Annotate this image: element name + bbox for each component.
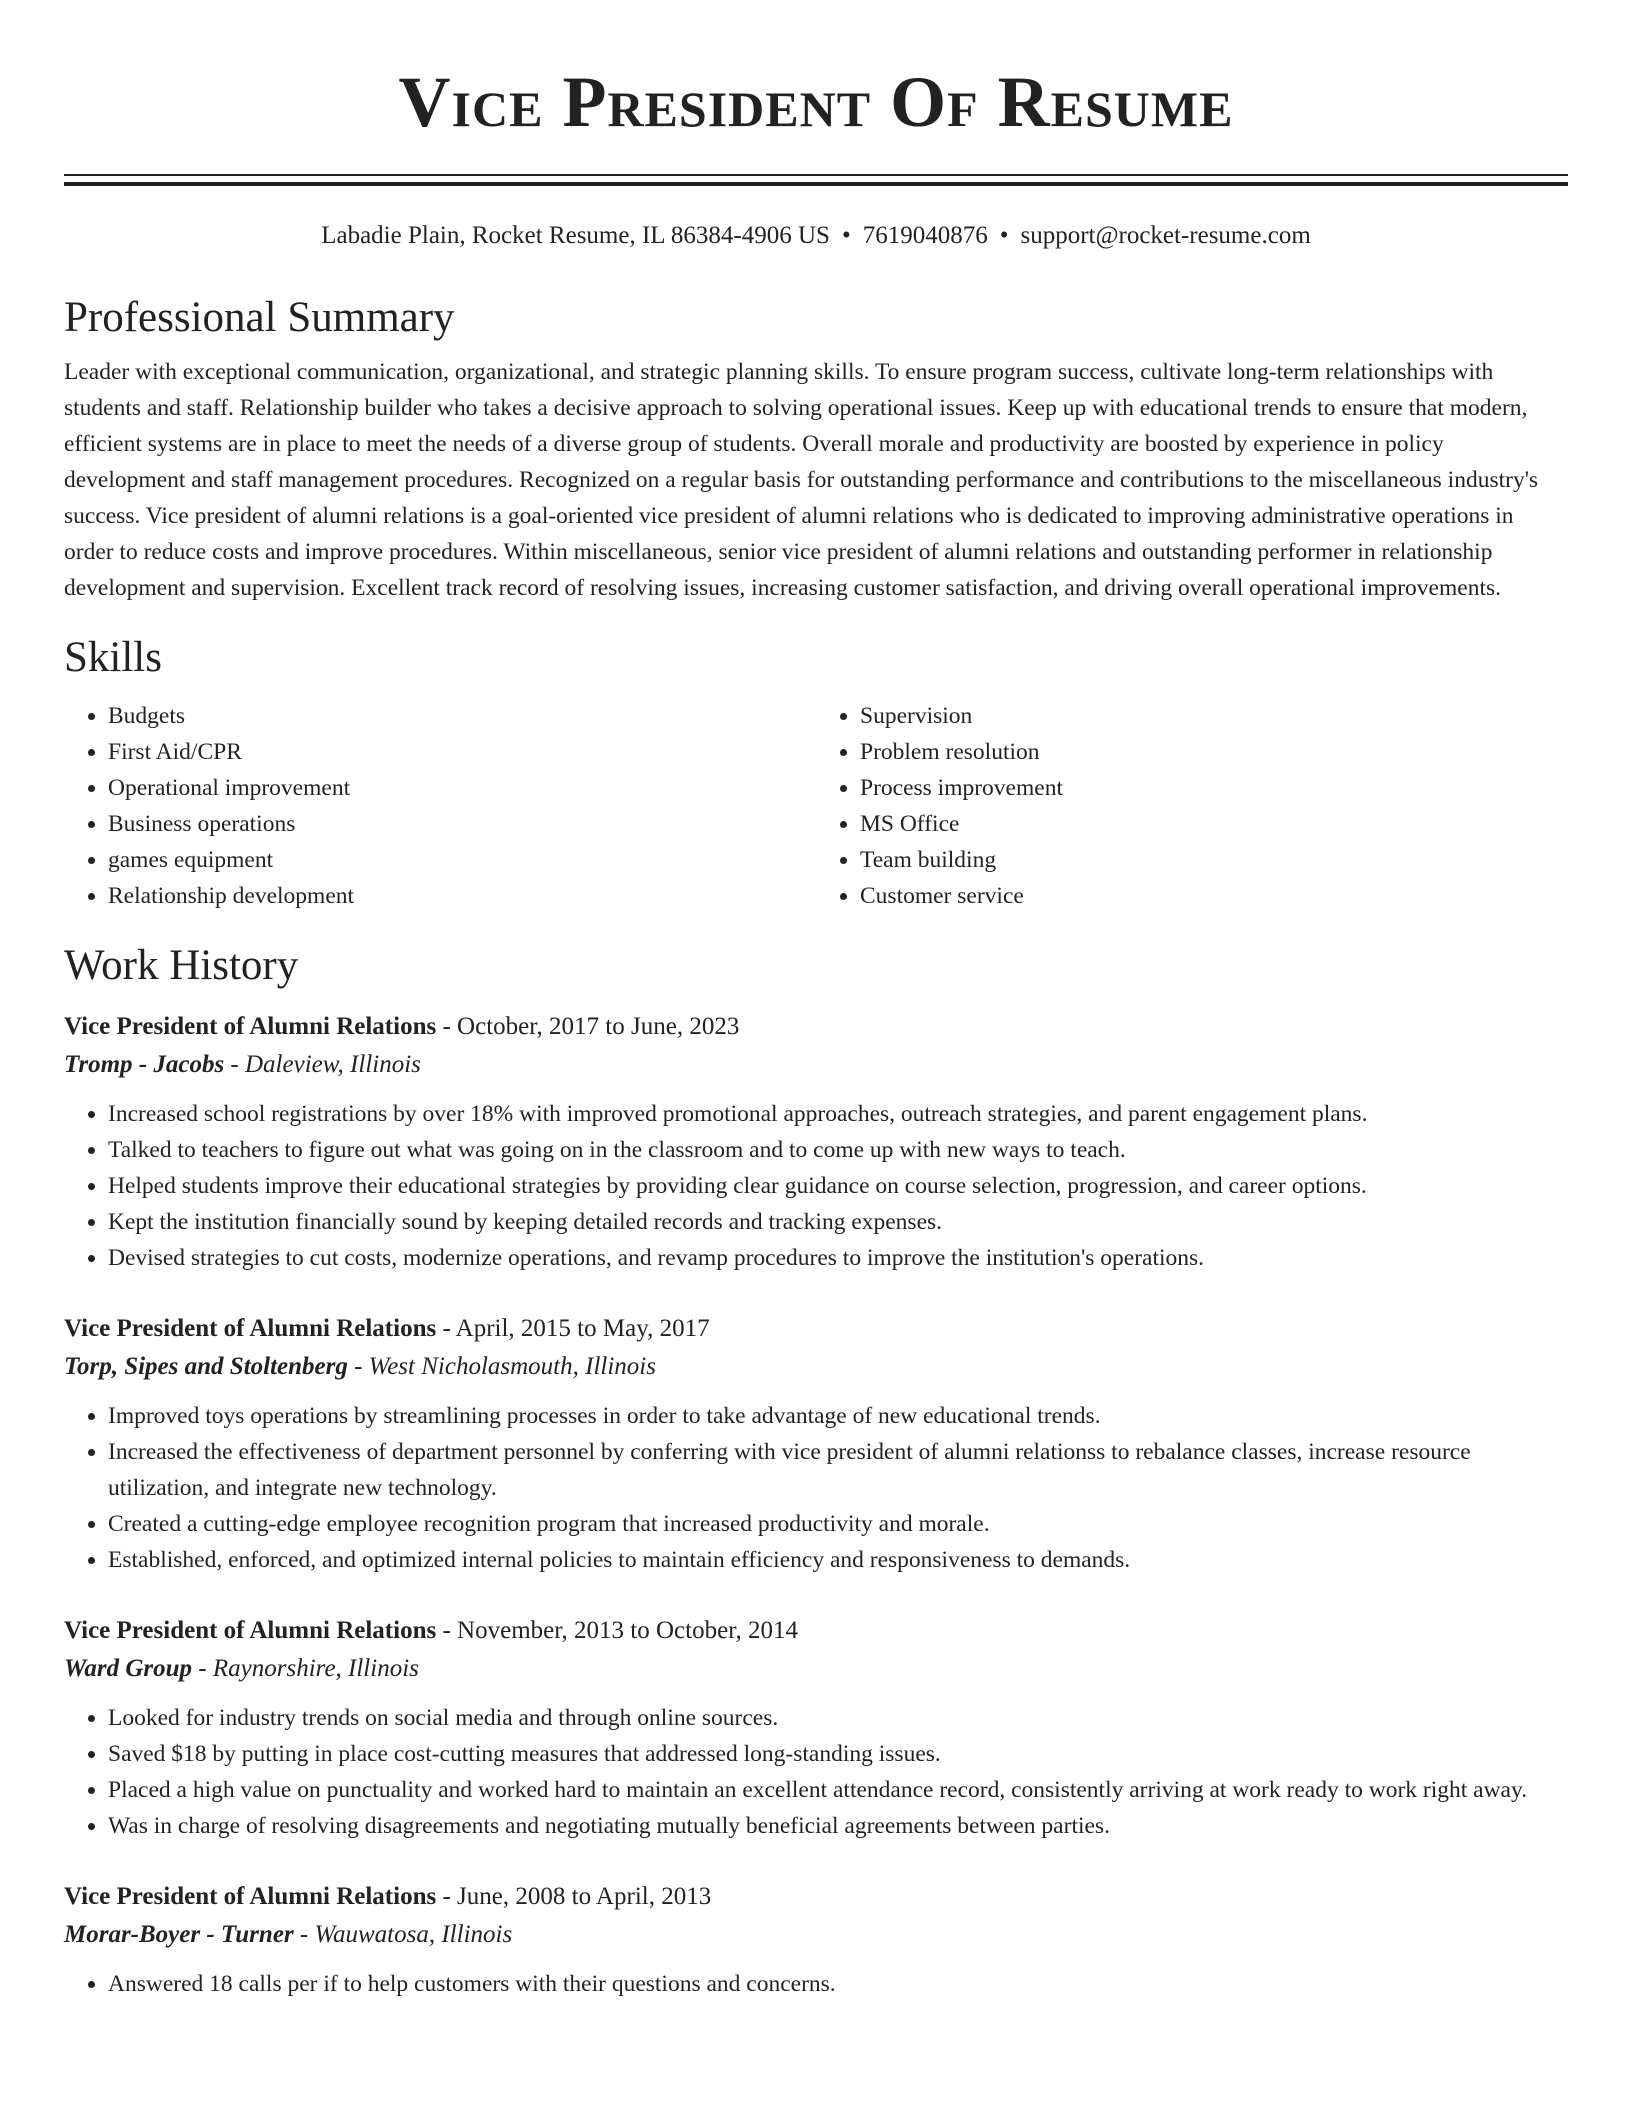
job-bullet: • Talked to teachers to figure out what was going on in the classroom and to come up with new ways to teach. bbox=[108, 1132, 1568, 1168]
job-bullet: • Established, enforced, and optimized internal policies to maintain efficiency and responsiveness to demands. bbox=[108, 1542, 1568, 1578]
contact-line bbox=[64, 220, 1568, 252]
job-dates: - October, 2017 to June, 2023 bbox=[442, 1013, 740, 1040]
job-role: Vice President of Alumni Relations bbox=[64, 1013, 437, 1040]
job-role: Vice President of Alumni Relations bbox=[64, 1617, 437, 1644]
summary-text: Leader with exceptional communication, organizational, and strategic planning skills. To ensure program success, cultivate long-term relationships with students and staff. Relationship builder who takes a decisive approach to solving operational issues. Keep up with educational trends to ensure that modern, efficient systems are in place to meet the needs of a diverse group of students. Overall morale and productivity are boosted by experience in policy development and staff management procedures. Recognized on a regular basis for outstanding performance and contributions to the miscellaneous industry's success. Vice president of alumni relations is a goal-oriented vice president of alumni relations who is dedicated to improving administrative operations in order to reduce costs and improve procedures. Within miscellaneous, senior vice president of alumni relations and outstanding performer in relationship development and supervision. Excellent track record of resolving issues, increasing customer satisfaction, and driving overall operational improvements. bbox=[64, 359, 1539, 601]
job-company: Morar-Boyer - Turner bbox=[64, 1921, 294, 1948]
skill-item: • Operational improvement bbox=[108, 770, 816, 806]
job-location: - West Nicholasmouth, Illinois bbox=[354, 1353, 656, 1380]
work-history-heading: Work History bbox=[64, 942, 299, 989]
resume-title: Vice President Of Resume bbox=[398, 62, 1234, 142]
contact-email: support@rocket-resume.com bbox=[1020, 222, 1311, 249]
skill-item: • Business operations bbox=[108, 806, 816, 842]
job-company: Ward Group bbox=[64, 1655, 193, 1682]
job-employer bbox=[64, 1348, 1568, 1386]
job-bullets bbox=[64, 1700, 1568, 1844]
job-bullet: • Was in charge of resolving disagreements and negotiating mutually beneficial agreements between parties. bbox=[108, 1808, 1568, 1844]
job-bullet: • Created a cutting-edge employee recognition program that increased productivity and morale. bbox=[108, 1506, 1568, 1542]
job-location: - Wauwatosa, Illinois bbox=[299, 1921, 513, 1948]
contact-separator: • bbox=[841, 222, 851, 249]
title-rule-thick bbox=[64, 182, 1568, 186]
job-bullet: • Saved $18 by putting in place cost-cutting measures that addressed long-standing issues. bbox=[108, 1736, 1568, 1772]
job-employer bbox=[64, 1916, 1568, 1954]
job-location: - Raynorshire, Illinois bbox=[198, 1655, 419, 1682]
job-heading bbox=[64, 1878, 1568, 1916]
skills-heading: Skills bbox=[64, 634, 162, 681]
job-role: Vice President of Alumni Relations bbox=[64, 1315, 437, 1342]
contact-separator: • bbox=[999, 222, 1009, 249]
skill-item: • Customer service bbox=[860, 878, 1568, 914]
skills-column-right bbox=[816, 698, 1568, 914]
skills-column-left bbox=[64, 698, 816, 914]
job-company: Tromp - Jacobs bbox=[64, 1051, 225, 1078]
job-bullets bbox=[64, 1398, 1568, 1578]
job-bullet: • Answered 18 calls per if to help customers with their questions and concerns. bbox=[108, 1966, 1568, 2002]
job-employer bbox=[64, 1650, 1568, 1688]
job-heading bbox=[64, 1612, 1568, 1650]
job-heading bbox=[64, 1310, 1568, 1348]
job-entry bbox=[64, 1310, 1568, 1578]
job-bullets bbox=[64, 1966, 1568, 2002]
skill-item: • First Aid/CPR bbox=[108, 734, 816, 770]
title-rule-thin bbox=[64, 174, 1568, 176]
job-heading bbox=[64, 1008, 1568, 1046]
skill-item: • Budgets bbox=[108, 698, 816, 734]
job-location: - Daleview, Illinois bbox=[230, 1051, 421, 1078]
job-dates: - April, 2015 to May, 2017 bbox=[442, 1315, 710, 1342]
skill-item: • Supervision bbox=[860, 698, 1568, 734]
job-company: Torp, Sipes and Stoltenberg bbox=[64, 1353, 348, 1380]
job-bullet: • Devised strategies to cut costs, modernize operations, and revamp procedures to improve the institution's operations. bbox=[108, 1240, 1568, 1276]
skills-list bbox=[64, 698, 1568, 914]
job-bullet: • Looked for industry trends on social media and through online sources. bbox=[108, 1700, 1568, 1736]
skill-item: • Problem resolution bbox=[860, 734, 1568, 770]
skill-item: • Team building bbox=[860, 842, 1568, 878]
job-bullet: • Placed a high value on punctuality and worked hard to maintain an excellent attendance record, consistently arriving at work ready to work right away. bbox=[108, 1772, 1568, 1808]
job-bullet: • Increased school registrations by over 18% with improved promotional approaches, outreach strategies, and parent engagement plans. bbox=[108, 1096, 1568, 1132]
job-bullet: • Increased the effectiveness of department personnel by conferring with vice president of alumni relationss to rebalance classes, increase resource utilization, and integrate new technology. bbox=[108, 1434, 1568, 1506]
job-role: Vice President of Alumni Relations bbox=[64, 1883, 437, 1910]
summary-heading: Professional Summary bbox=[64, 294, 455, 341]
job-bullet: • Improved toys operations by streamlining processes in order to take advantage of new educational trends. bbox=[108, 1398, 1568, 1434]
skill-item: • games equipment bbox=[108, 842, 816, 878]
job-entry bbox=[64, 1008, 1568, 1276]
job-entry bbox=[64, 1878, 1568, 2002]
job-employer bbox=[64, 1046, 1568, 1084]
job-entry bbox=[64, 1612, 1568, 1844]
contact-phone: 7619040876 bbox=[862, 222, 988, 249]
skill-item: • Relationship development bbox=[108, 878, 816, 914]
job-dates: - June, 2008 to April, 2013 bbox=[442, 1883, 712, 1910]
job-bullets bbox=[64, 1096, 1568, 1276]
contact-address: Labadie Plain, Rocket Resume, IL 86384-4906 US bbox=[321, 222, 830, 249]
job-dates: - November, 2013 to October, 2014 bbox=[442, 1617, 799, 1644]
skill-item: • Process improvement bbox=[860, 770, 1568, 806]
job-bullet: • Helped students improve their educational strategies by providing clear guidance on course selection, progression, and career options. bbox=[108, 1168, 1568, 1204]
skill-item: • MS Office bbox=[860, 806, 1568, 842]
job-bullet: • Kept the institution financially sound by keeping detailed records and tracking expenses. bbox=[108, 1204, 1568, 1240]
